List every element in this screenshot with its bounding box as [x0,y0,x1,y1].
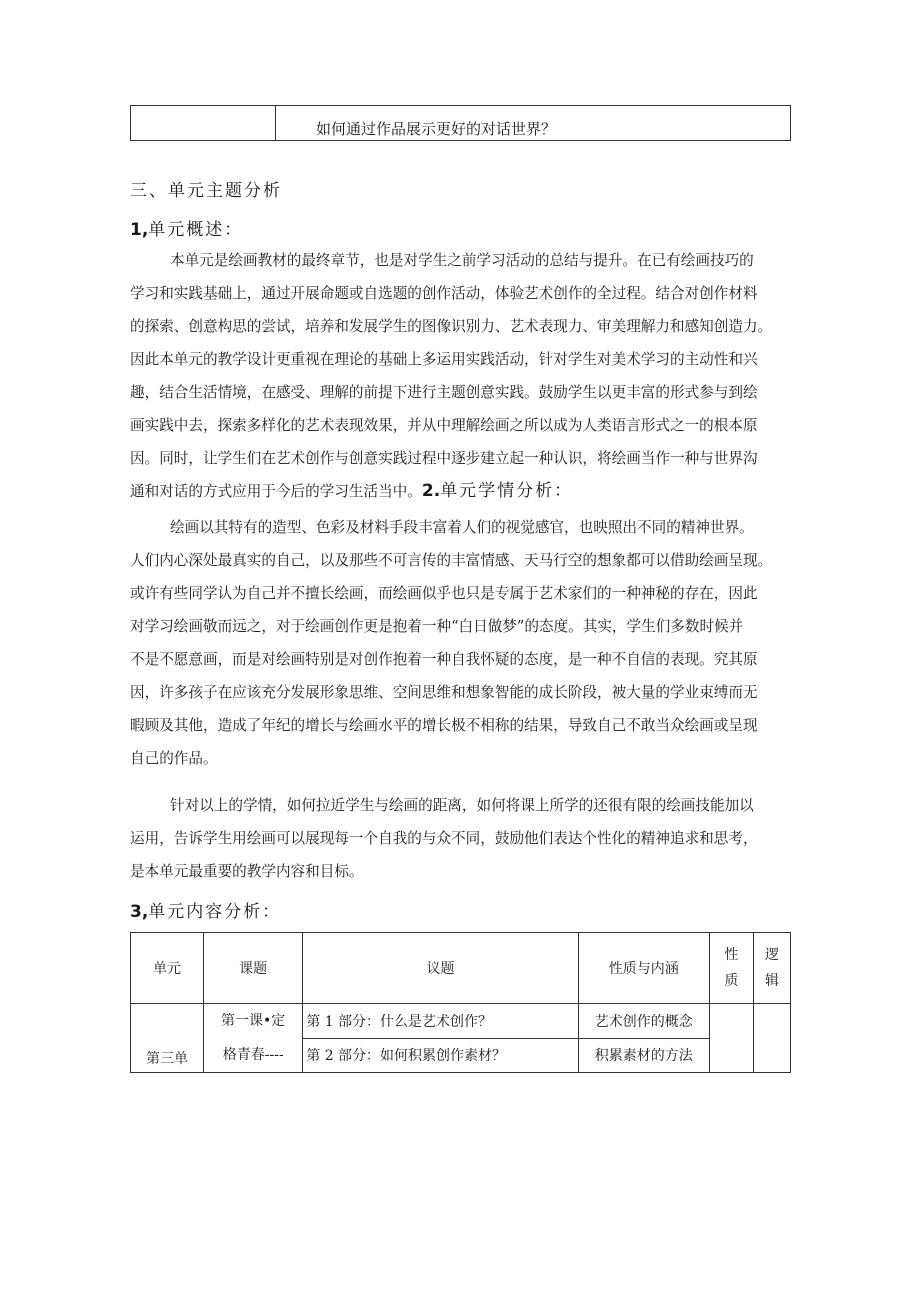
topic-cell: 第 1 部分：什么是艺术创作？ [303,1004,578,1039]
header-property [709,933,753,1004]
nature-cell: 艺术创作的概念 [578,1004,709,1039]
header-property-line: 性 [724,947,739,963]
table-header-row [131,933,791,1004]
text-line: 本单元是绘画教材的最终章节，也是对学生之前学习活动的总结与提升。在已有绘画技巧的 [170,252,754,269]
text-line: 针对以上的学情，如何拉近学生与绘画的距离，如何将课上所学的还很有限的绘画技能加以 [170,797,754,814]
text-line: 是本单元最重要的教学内容和目标。 [130,863,364,880]
text-line: 不是不愿意画，而是对绘画特别是对创作抱着一种自我怀疑的态度，是一种不自信的表现。究其原 [130,651,758,668]
top-table-question-cell: 如何通过作品展示更好的对话世界？ [276,106,791,141]
text-line: 绘画以其特有的造型、色彩及材料手段丰富着人们的视觉感官，也映照出不同的精神世界。 [170,519,754,536]
text-line: 的探索、创意构思的尝试，培养和发展学生的图像识别力、艺术表现力、审美理解力和感知创造力。 [130,318,773,335]
subheading-text: 单元内容分析： [148,902,282,922]
unit-cell: 第三单 [131,1004,204,1073]
subheading-overview [130,215,243,240]
text-line: 或许有些同学认为自己并不擅长绘画，而绘画似乎也只是专属于艺术家们的一种神秘的存在，因此 [130,585,758,602]
header-logic-line: 逻 [764,947,779,963]
header-unit: 单元 [131,933,204,1004]
text-line: 学习和实践基础上，通过开展命题或自选题的创作活动，体验艺术创作的全过程。结合对创作材料 [130,285,758,302]
subheading-content [130,897,281,922]
lesson-line: 格青春---- [222,1047,284,1063]
top-table-empty-cell [131,106,276,141]
header-nature: 性质与内涵 [578,933,709,1004]
text-line: 因此本单元的教学设计更重视在理论的基础上多运用实践活动，针对学生对美术学习的主动性和兴 [130,351,758,368]
subheading-number: 2. [421,481,441,501]
topic-cell: 第 2 部分：如何积累创作素材？ [303,1038,578,1073]
text-line-with-heading [130,475,792,508]
header-logic-line: 辑 [764,973,779,989]
subheading-number: 1, [130,220,149,240]
subheading-learner [422,481,573,501]
section-title: 三、单元主题分析 [130,181,282,201]
text-line: 因，许多孩子在应该充分发展形象思维、空间思维和想象智能的成长阶段，被大量的学业束缚而无 [130,684,758,701]
table-row [131,1004,791,1039]
subheading-text: 单元学情分析： [440,481,574,501]
header-logic [753,933,790,1004]
text-line: 趣，结合生活情境，在感受、理解的前提下进行主题创意实践。鼓励学生以更丰富的形式参与到绘 [130,384,758,401]
property-cell [709,1004,753,1073]
content-analysis-table [130,932,791,1073]
text-line: 人们内心深处最真实的自己，以及那些不可言传的丰富情感、天马行空的想象都可以借助绘画呈现。 [130,552,773,569]
lesson-line: 第一课•定 [221,1013,286,1029]
text-line: 因。同时，让学生们在艺术创作与创意实践过程中逐步建立起一种认识，将绘画当作一种与世界沟 [130,450,758,467]
header-property-line: 质 [724,973,739,989]
subheading-text: 单元概述： [148,220,244,240]
text-line: 自己的作品。 [130,750,218,767]
text-line: 通和对话的方式应用于今后的学习生活当中。 [130,483,422,500]
lesson-cell [204,1004,303,1073]
learner-paragraph [130,511,792,775]
header-lesson: 课题 [204,933,303,1004]
text-line: 暇顾及其他，造成了年纪的增长与绘画水平的增长极不相称的结果，导致自己不敢当众绘画或呈现 [130,717,758,734]
text-line: 画实践中去，探索多样化的艺术表现效果，并从中理解绘画之所以成为人类语言形式之一的根本原 [130,417,758,434]
nature-cell: 积累素材的方法 [578,1038,709,1073]
learner-paragraph-2 [130,789,792,888]
top-table [130,105,791,141]
overview-paragraph [130,244,792,508]
subheading-number: 3, [130,902,149,922]
header-topic: 议题 [303,933,578,1004]
logic-cell [753,1004,790,1073]
text-line: 对学习绘画敬而远之，对于绘画创作更是抱着一种“白日做梦”的态度。其实，学生们多数时候并 [130,618,744,635]
text-line: 运用，告诉学生用绘画可以展现每一个自我的与众不同，鼓励他们表达个性化的精神追求和思考， [130,830,758,847]
